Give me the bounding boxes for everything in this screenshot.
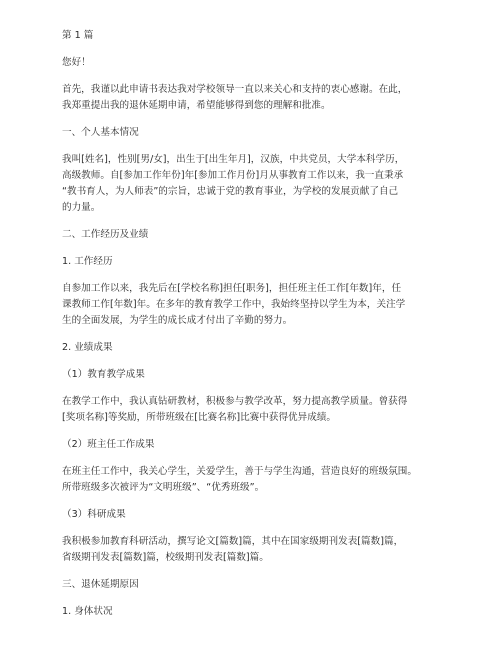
paragraph-line: 在教学工作中，我认真钻研教材，积极参与教学改革，努力提高教学质量。曾获得 [62,396,408,407]
paragraph-line: 我积极参加教育科研活动，撰写论文[篇数]篇，其中在国家级期刊发表[篇数]篇， [62,536,404,547]
document-body [62,28,444,620]
section-heading: 一、个人基本情况 [62,127,139,138]
paragraph-line: 生的全面发展，为学生的成长成才付出了辛勤的努力。 [62,315,293,326]
greeting: 您好！ [62,57,91,68]
paragraph-line: 高级教师。自[参加工作年份]年[参加工作月份]月从事教育工作以来，我一直秉承 [62,170,404,181]
section-heading: 三、退休延期原因 [62,579,139,590]
intro-line: 首先，我谨以此申请书表达我对学校领导一直以来关心和支持的衷心感谢。在此， [62,84,408,95]
subsection-heading: 2. 业绩成果 [62,342,113,353]
paragraph-line: “教书育人，为人师表”的宗旨，忠诚于党的教育事业，为学校的发展贡献了自己 [62,186,399,197]
item-heading: （2）班主任工作成果 [62,439,155,450]
paragraph-line: [奖项名称]等奖励，所带班级在[比赛名称]比赛中获得优异成绩。 [62,412,337,423]
paragraph-line: 我叫[姓名]，性别[男/女]，出生于[出生年月]，汉族，中共党员，大学本科学历， [62,154,405,165]
intro-line: 我郑重提出我的退休延期申请，希望能够得到您的理解和批准。 [62,100,331,111]
item-heading: （1）教育教学成果 [62,369,145,380]
paragraph-line: 省级期刊发表[篇数]篇，校级期刊发表[篇数]篇。 [62,552,269,563]
paragraph-line: 在班主任工作中，我关心学生，关爱学生，善于与学生沟通，营造良好的班级氛围。 [62,466,417,477]
paragraph-line: 的力量。 [62,202,101,213]
paragraph-line: 课教师工作[年数]年。在多年的教育教学工作中，我始终坚持以学生为本，关注学 [62,299,406,310]
item-heading: （3）科研成果 [62,509,126,520]
section-heading: 二、工作经历及业绩 [62,229,149,240]
paragraph-line: 所带班级多次被评为“文明班级”、“优秀班级”。 [62,482,265,493]
page-label: 第 1 篇 [62,30,94,41]
paragraph-line: 自参加工作以来，我先后在[学校名称]担任[职务]，担任班主任工作[年数]年，任 [62,283,402,294]
subsection-heading: 1. 身体状况 [62,606,113,617]
subsection-heading: 1. 工作经历 [62,256,113,267]
